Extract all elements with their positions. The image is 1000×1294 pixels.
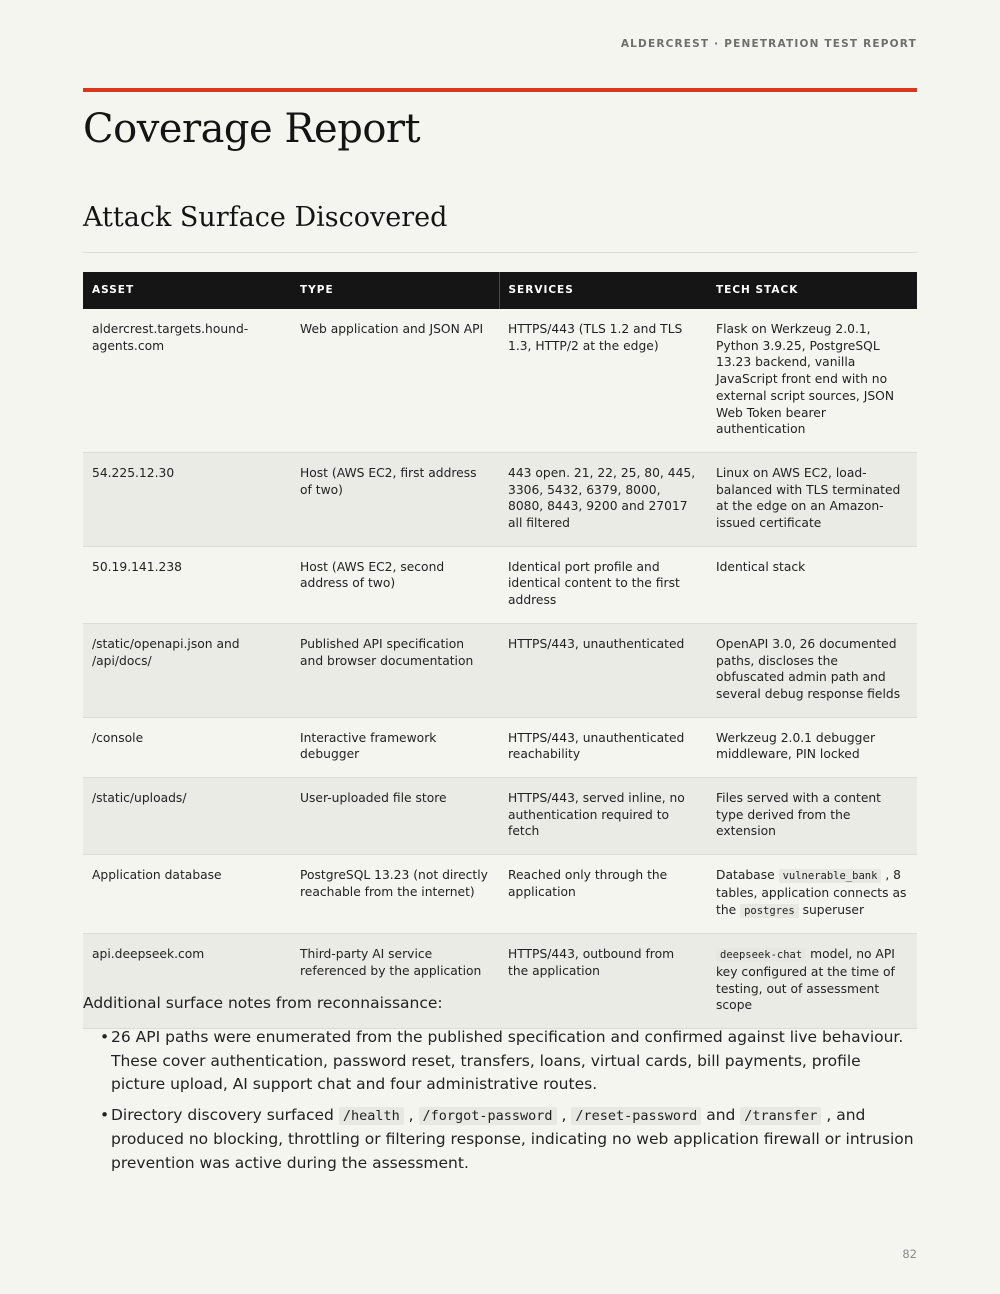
- text-run: superuser: [798, 902, 865, 917]
- table-row: [83, 309, 917, 452]
- table-row: [83, 452, 917, 546]
- text-run: Database: [716, 868, 779, 883]
- cell-asset: Application database: [83, 855, 291, 934]
- table-header-row: [83, 272, 917, 309]
- cell-services: HTTPS/443, unauthenticated: [499, 623, 707, 717]
- inline-code: deepseek-chat: [716, 948, 806, 962]
- column-header-services: SERVICES: [499, 272, 707, 309]
- column-header-asset: ASSET: [83, 272, 291, 309]
- text-run: model, no API key configured at the time of testing, out of assessment scope: [716, 947, 895, 1013]
- cell-type: Host (AWS EC2, first address of two): [291, 452, 499, 546]
- inline-code: /transfer: [740, 1107, 821, 1125]
- cell-tech-stack: Flask on Werkzeug 2.0.1, Python 3.9.25, PostgreSQL 13.23 backend, vanilla JavaScript front end with no external script sources, JSON Web Token bearer authentication: [707, 309, 917, 452]
- cell-tech-stack: Files served with a content type derived from the extension: [707, 778, 917, 855]
- column-header-tech-stack: TECH STACK: [707, 272, 917, 309]
- cell-services: HTTPS/443, outbound from the application: [499, 934, 707, 1029]
- header-rule: [83, 88, 917, 92]
- running-head: ALDERCREST · PENETRATION TEST REPORT: [620, 38, 917, 50]
- surface-notes: [83, 994, 917, 1182]
- section-divider: [83, 252, 917, 253]
- section-title: Attack Surface Discovered: [83, 202, 448, 233]
- notes-list: [83, 1026, 917, 1175]
- cell-asset: 54.225.12.30: [83, 452, 291, 546]
- cell-services: HTTPS/443, unauthenticated reachability: [499, 717, 707, 777]
- cell-asset: 50.19.141.238: [83, 546, 291, 623]
- text-run: ,: [556, 1105, 572, 1124]
- cell-services: HTTPS/443, served inline, no authentication required to fetch: [499, 778, 707, 855]
- cell-type: Interactive framework debugger: [291, 717, 499, 777]
- cell-tech-stack: Linux on AWS EC2, load-balanced with TLS terminated at the edge on an Amazon-issued certificate: [707, 452, 917, 546]
- cell-services: Identical port profile and identical content to the first address: [499, 546, 707, 623]
- list-item: [101, 1104, 917, 1176]
- cell-tech-stack: Identical stack: [707, 546, 917, 623]
- inline-code: postgres: [740, 904, 799, 918]
- cell-asset: aldercrest.targets.hound-agents.com: [83, 309, 291, 452]
- text-run: Directory discovery surfaced: [111, 1105, 339, 1124]
- page-title: Coverage Report: [83, 106, 421, 152]
- cell-asset: /console: [83, 717, 291, 777]
- table-row: [83, 546, 917, 623]
- cell-asset: /static/openapi.json and /api/docs/: [83, 623, 291, 717]
- cell-services: 443 open. 21, 22, 25, 80, 445, 3306, 5432, 6379, 8000, 8080, 8443, 9200 and 27017 all filtered: [499, 452, 707, 546]
- page-number: 82: [902, 1247, 917, 1261]
- table-row: [83, 855, 917, 934]
- inline-code: vulnerable_bank: [779, 869, 882, 883]
- cell-services: Reached only through the application: [499, 855, 707, 934]
- notes-intro: Additional surface notes from reconnaissance:: [83, 994, 443, 1012]
- cell-type: Web application and JSON API: [291, 309, 499, 452]
- cell-tech-stack: Werkzeug 2.0.1 debugger middleware, PIN locked: [707, 717, 917, 777]
- inline-code: /reset-password: [571, 1107, 701, 1125]
- text-run: , and produced no blocking, throttling or filtering response, indicating no web application firewall or intrusion prevention was active during the assessment.: [111, 1105, 914, 1172]
- inline-code: /health: [339, 1107, 404, 1125]
- table-row: [83, 623, 917, 717]
- column-header-type: TYPE: [291, 272, 499, 309]
- table-row: [83, 717, 917, 777]
- cell-asset: /static/uploads/: [83, 778, 291, 855]
- cell-type: PostgreSQL 13.23 (not directly reachable from the internet): [291, 855, 499, 934]
- cell-type: User-uploaded file store: [291, 778, 499, 855]
- text-run: and: [701, 1105, 741, 1124]
- text-run: ,: [403, 1105, 419, 1124]
- cell-type: Third-party AI service referenced by the application: [291, 934, 499, 1029]
- text-run: , 8 tables, application connects as the: [716, 868, 907, 917]
- table-row: [83, 778, 917, 855]
- cell-tech-stack: OpenAPI 3.0, 26 documented paths, discloses the obfuscated admin path and several debug response fields: [707, 623, 917, 717]
- list-item: • 26 API paths were enumerated from the published specification and confirmed against live behaviour. These cover authentication, password reset, transfers, loans, virtual cards, bill payments, profile picture upload, AI support chat and four administrative routes.: [101, 1026, 917, 1097]
- cell-asset: api.deepseek.com: [83, 934, 291, 1029]
- cell-type: Published API specification and browser documentation: [291, 623, 499, 717]
- cell-type: Host (AWS EC2, second address of two): [291, 546, 499, 623]
- cell-tech-stack: [707, 855, 917, 934]
- inline-code: /forgot-password: [419, 1107, 557, 1125]
- cell-services: HTTPS/443 (TLS 1.2 and TLS 1.3, HTTP/2 at the edge): [499, 309, 707, 452]
- attack-surface-table: [83, 272, 917, 1029]
